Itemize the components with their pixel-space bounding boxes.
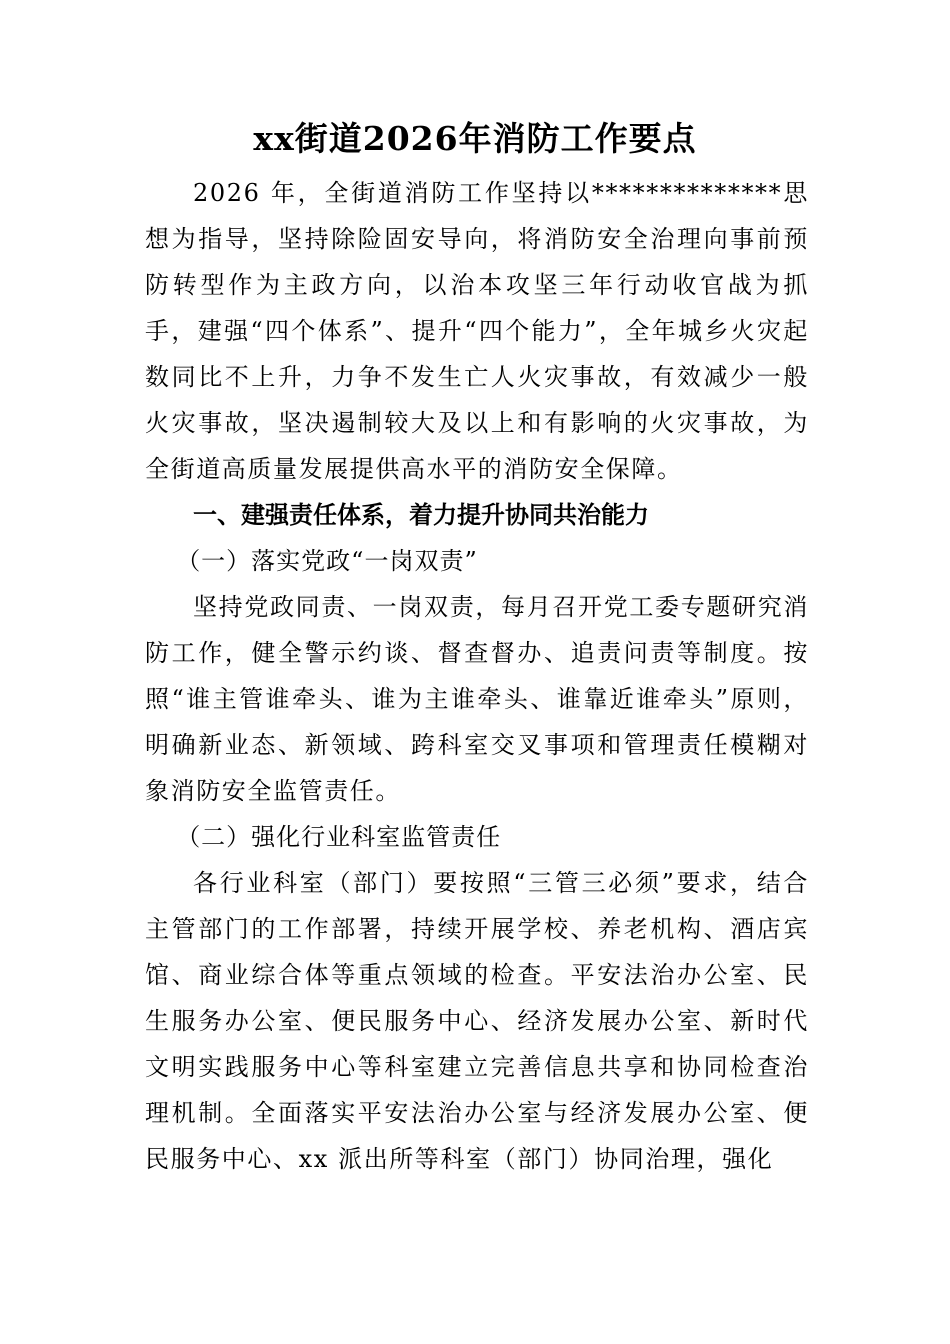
document-title: xx街道2026年消防工作要点 — [253, 119, 697, 158]
subsection-body-1-2: 各行业科室（部门）要按照“三管三必须”要求，结合主管部门的工作部署，持续开展学校、养老机构、酒店宾馆、商业综合体等重点领域的检查。平安法治办公室、民生服务办公室、便民服务中心、经济发展办公室、新时代文明实践服务中心等科室建立完善信息共享和协同检查治理机制。全面落实平安法治办公室与经济发展办公室、便民服务中心、xx 派出所等科室（部门）协同治理，强化 — [145, 869, 809, 1173]
section-heading-1: 一、建强责任体系，着力提升协同共治能力 — [193, 501, 649, 529]
subsection-heading-1-1: （一）落实党政“一岗双责” — [176, 547, 478, 575]
subsection-heading-1-2: （二）强化行业科室监管责任 — [176, 823, 502, 851]
document-body — [145, 170, 809, 1182]
subsection-body-1-1: 坚持党政同责、一岗双责，每月召开党工委专题研究消防工作，健全警示约谈、督查督办、追责问责等制度。按照“谁主管谁牵头、谁为主谁牵头、谁靠近谁牵头”原则，明确新业态、新领域、跨科室交叉事项和管理责任模糊对象消防安全监管责任。 — [145, 593, 809, 805]
intro-paragraph: 2026 年，全街道消防工作坚持以**************思想为指导，坚持除险固安导向，将消防安全治理向事前预防转型作为主政方向，以治本攻坚三年行动收官战为抓手，建强“四个体系”、提升“四个能力”，全年城乡火灾起数同比不上升，力争不发生亡人火灾事故，有效减少一般火灾事故，坚决遏制较大及以上和有影响的火灾事故，为全街道高质量发展提供高水平的消防安全保障。 — [145, 179, 809, 483]
